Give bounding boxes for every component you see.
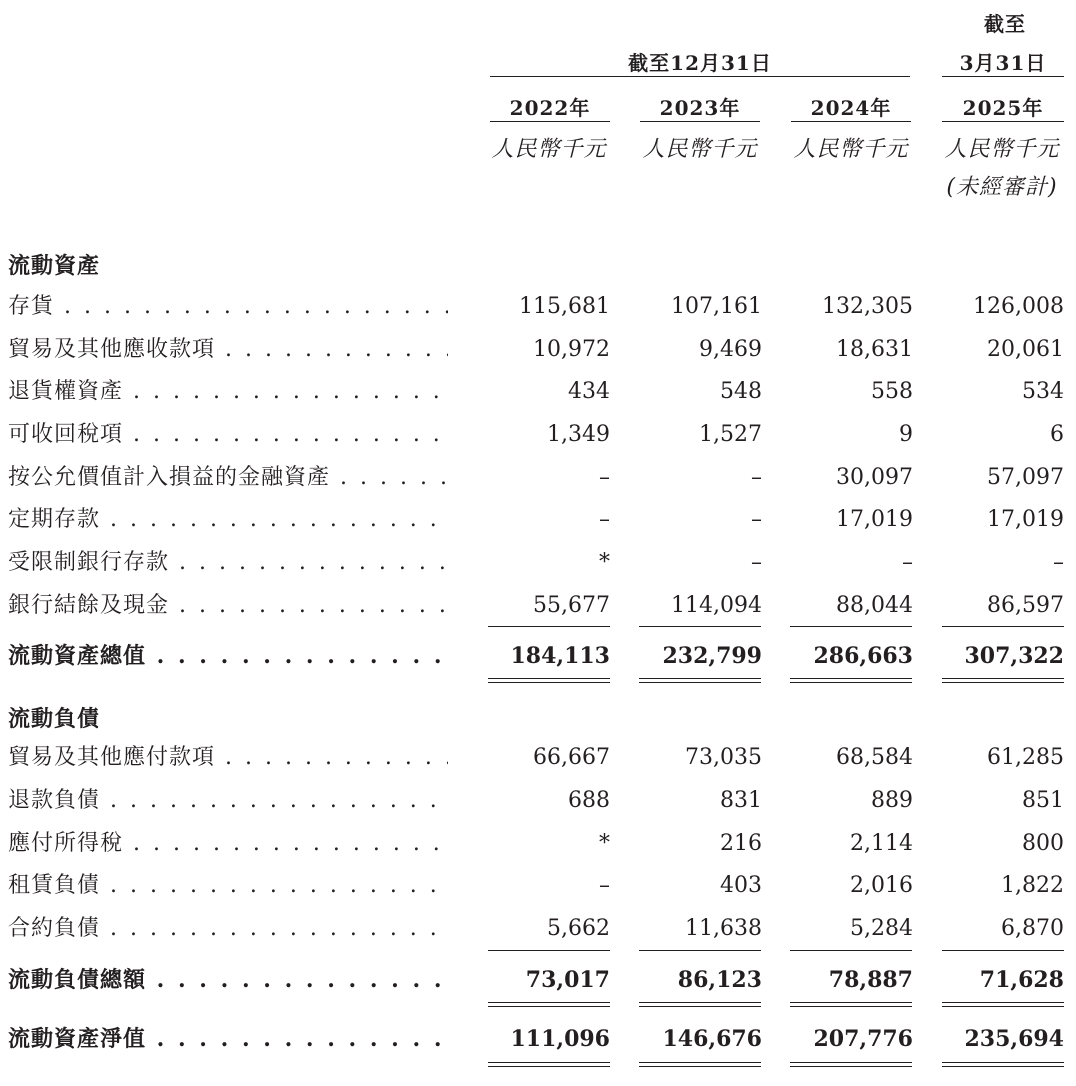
row-label: 退貨權資產 . . . [8,372,448,412]
year-header: 2024年 [810,96,892,120]
row-label: 受限制銀行存款 . . . [8,543,448,583]
year-rule [791,121,911,122]
cell-2023: 114,094 [671,593,762,618]
total-row [0,636,1076,676]
cell-2023: – [751,507,762,532]
cell-2023: 548 [720,379,762,404]
period-group-header: 截至12月31日 [628,51,772,75]
cell-2022: – [599,507,610,532]
year-header: 2023年 [659,96,741,120]
cell-2022: 184,113 [510,643,610,669]
total-double-rule [942,1002,1064,1007]
total-double-rule [488,1002,610,1007]
cell-2024: 889 [871,788,913,813]
row-label: 定期存款 . . . [8,500,448,540]
cell-2024: 17,019 [836,507,913,532]
cell-2023: 232,799 [662,643,762,669]
cell-2025: 235,694 [964,1026,1064,1052]
cell-2023: 1,527 [699,422,762,447]
row-label: 應付所得稅 . . . [8,824,448,864]
table-row [0,586,1076,626]
row-label: 流動資產淨值 . . . [8,1019,448,1059]
cell-2022: 55,677 [533,593,610,618]
subtotal-rule [790,626,912,627]
row-label: 合約負債 . . . [8,909,448,949]
cell-2025: 6 [1050,422,1064,447]
table-row [0,372,1076,412]
header-rule [942,76,1064,77]
total-double-rule [639,678,761,683]
table-row [0,781,1076,821]
cell-2023: 403 [720,873,762,898]
cell-2023: 107,161 [671,294,762,319]
cell-2022: 111,096 [510,1026,610,1052]
cell-2024: 18,631 [836,337,913,362]
net-total-row [0,1019,1076,1059]
total-double-rule [790,678,912,683]
cell-2025: 126,008 [973,294,1064,319]
year-rule [942,121,1064,122]
cell-2022: 1,349 [547,422,610,447]
cell-2022: * [599,550,610,575]
subtotal-rule [639,950,761,951]
cell-2023: – [751,465,762,490]
year-header: 2025年 [962,96,1044,120]
table-row [0,500,1076,540]
cell-2022: 434 [568,379,610,404]
cell-2025: 20,061 [987,337,1064,362]
year-rule [490,121,610,122]
cell-2023: 9,469 [699,337,762,362]
subtotal-rule [488,626,610,627]
table-row [0,866,1076,906]
row-label: 流動負債總額 . . . [8,960,448,1000]
cell-2025: – [1053,550,1064,575]
total-double-rule [790,1062,912,1067]
cell-2022: 115,681 [519,294,610,319]
table-row [0,415,1076,455]
cell-2024: 9 [899,422,913,447]
section-heading-current-liabilities: 流動負債 [8,706,101,732]
cell-2025: 57,097 [987,465,1064,490]
cell-2024: 558 [871,379,913,404]
cell-2024: 2,016 [850,873,913,898]
table-row [0,458,1076,498]
cell-2024: 207,776 [813,1026,913,1052]
row-label: 貿易及其他應付款項 . . . [8,738,448,778]
row-label: 銀行結餘及現金 . . . [8,586,448,626]
unit-label: 人民幣千元 [944,137,1060,162]
cell-2024: 2,114 [850,831,913,856]
cell-2025: 86,597 [987,593,1064,618]
cell-2022: * [599,831,610,856]
unaudited-note: (未經審計) [946,175,1058,200]
cell-2025: 1,822 [1001,873,1064,898]
cell-2022: 5,662 [547,916,610,941]
cell-2023: 11,638 [685,916,762,941]
cell-2024: 286,663 [813,643,913,669]
row-label: 可收回稅項 . . . [8,415,448,455]
table-row [0,287,1076,327]
cell-2025: 534 [1022,379,1064,404]
table-row [0,543,1076,583]
row-label: 貿易及其他應收款項 . . . [8,330,448,370]
year-header: 2022年 [509,96,591,120]
cell-2023: 146,676 [662,1026,762,1052]
subtotal-rule [942,950,1064,951]
cell-2024: – [902,550,913,575]
subtotal-rule [942,626,1064,627]
cell-2023: 73,035 [685,745,762,770]
cell-2023: 216 [720,831,762,856]
cell-2023: 831 [720,788,762,813]
year-rule [640,121,760,122]
table-row [0,824,1076,864]
cell-2025: 17,019 [987,507,1064,532]
cell-2024: 88,044 [836,593,913,618]
total-double-rule [639,1062,761,1067]
section-heading-current-assets: 流動資產 [8,253,101,279]
cell-2022: 66,667 [533,745,610,770]
interim-header-line2: 3月31日 [959,51,1047,75]
unit-label: 人民幣千元 [642,137,758,162]
subtotal-rule [488,950,610,951]
total-double-rule [942,678,1064,683]
total-double-rule [790,1002,912,1007]
cell-2024: 78,887 [828,967,913,993]
unit-label: 人民幣千元 [793,137,909,162]
cell-2022: 10,972 [533,337,610,362]
total-double-rule [488,1062,610,1067]
total-double-rule [942,1062,1064,1067]
row-label: 按公允價值計入損益的金融資產 . . . [8,458,448,498]
cell-2025: 61,285 [987,745,1064,770]
cell-2022: – [599,873,610,898]
cell-2025: 800 [1022,831,1064,856]
cell-2022: 73,017 [525,967,610,993]
cell-2024: 132,305 [822,294,913,319]
cell-2025: 71,628 [979,967,1064,993]
total-double-rule [639,1002,761,1007]
cell-2024: 68,584 [836,745,913,770]
row-label: 退款負債 . . . [8,781,448,821]
interim-header-line1: 截至 [984,12,1026,36]
row-label: 租賃負債 . . . [8,866,448,906]
cell-2023: 86,123 [677,967,762,993]
subtotal-rule [790,950,912,951]
total-double-rule [488,678,610,683]
unit-label: 人民幣千元 [491,137,607,162]
row-label: 流動資產總值 . . . [8,636,448,676]
cell-2022: – [599,465,610,490]
cell-2023: – [751,550,762,575]
total-row [0,960,1076,1000]
row-label: 存貨 . . . [8,287,448,327]
cell-2025: 851 [1022,788,1064,813]
cell-2024: 30,097 [836,465,913,490]
table-row [0,909,1076,949]
subtotal-rule [639,626,761,627]
table-row [0,738,1076,778]
table-row [0,330,1076,370]
cell-2025: 307,322 [964,643,1064,669]
cell-2024: 5,284 [850,916,913,941]
cell-2022: 688 [568,788,610,813]
header-rule [490,76,910,77]
cell-2025: 6,870 [1001,916,1064,941]
